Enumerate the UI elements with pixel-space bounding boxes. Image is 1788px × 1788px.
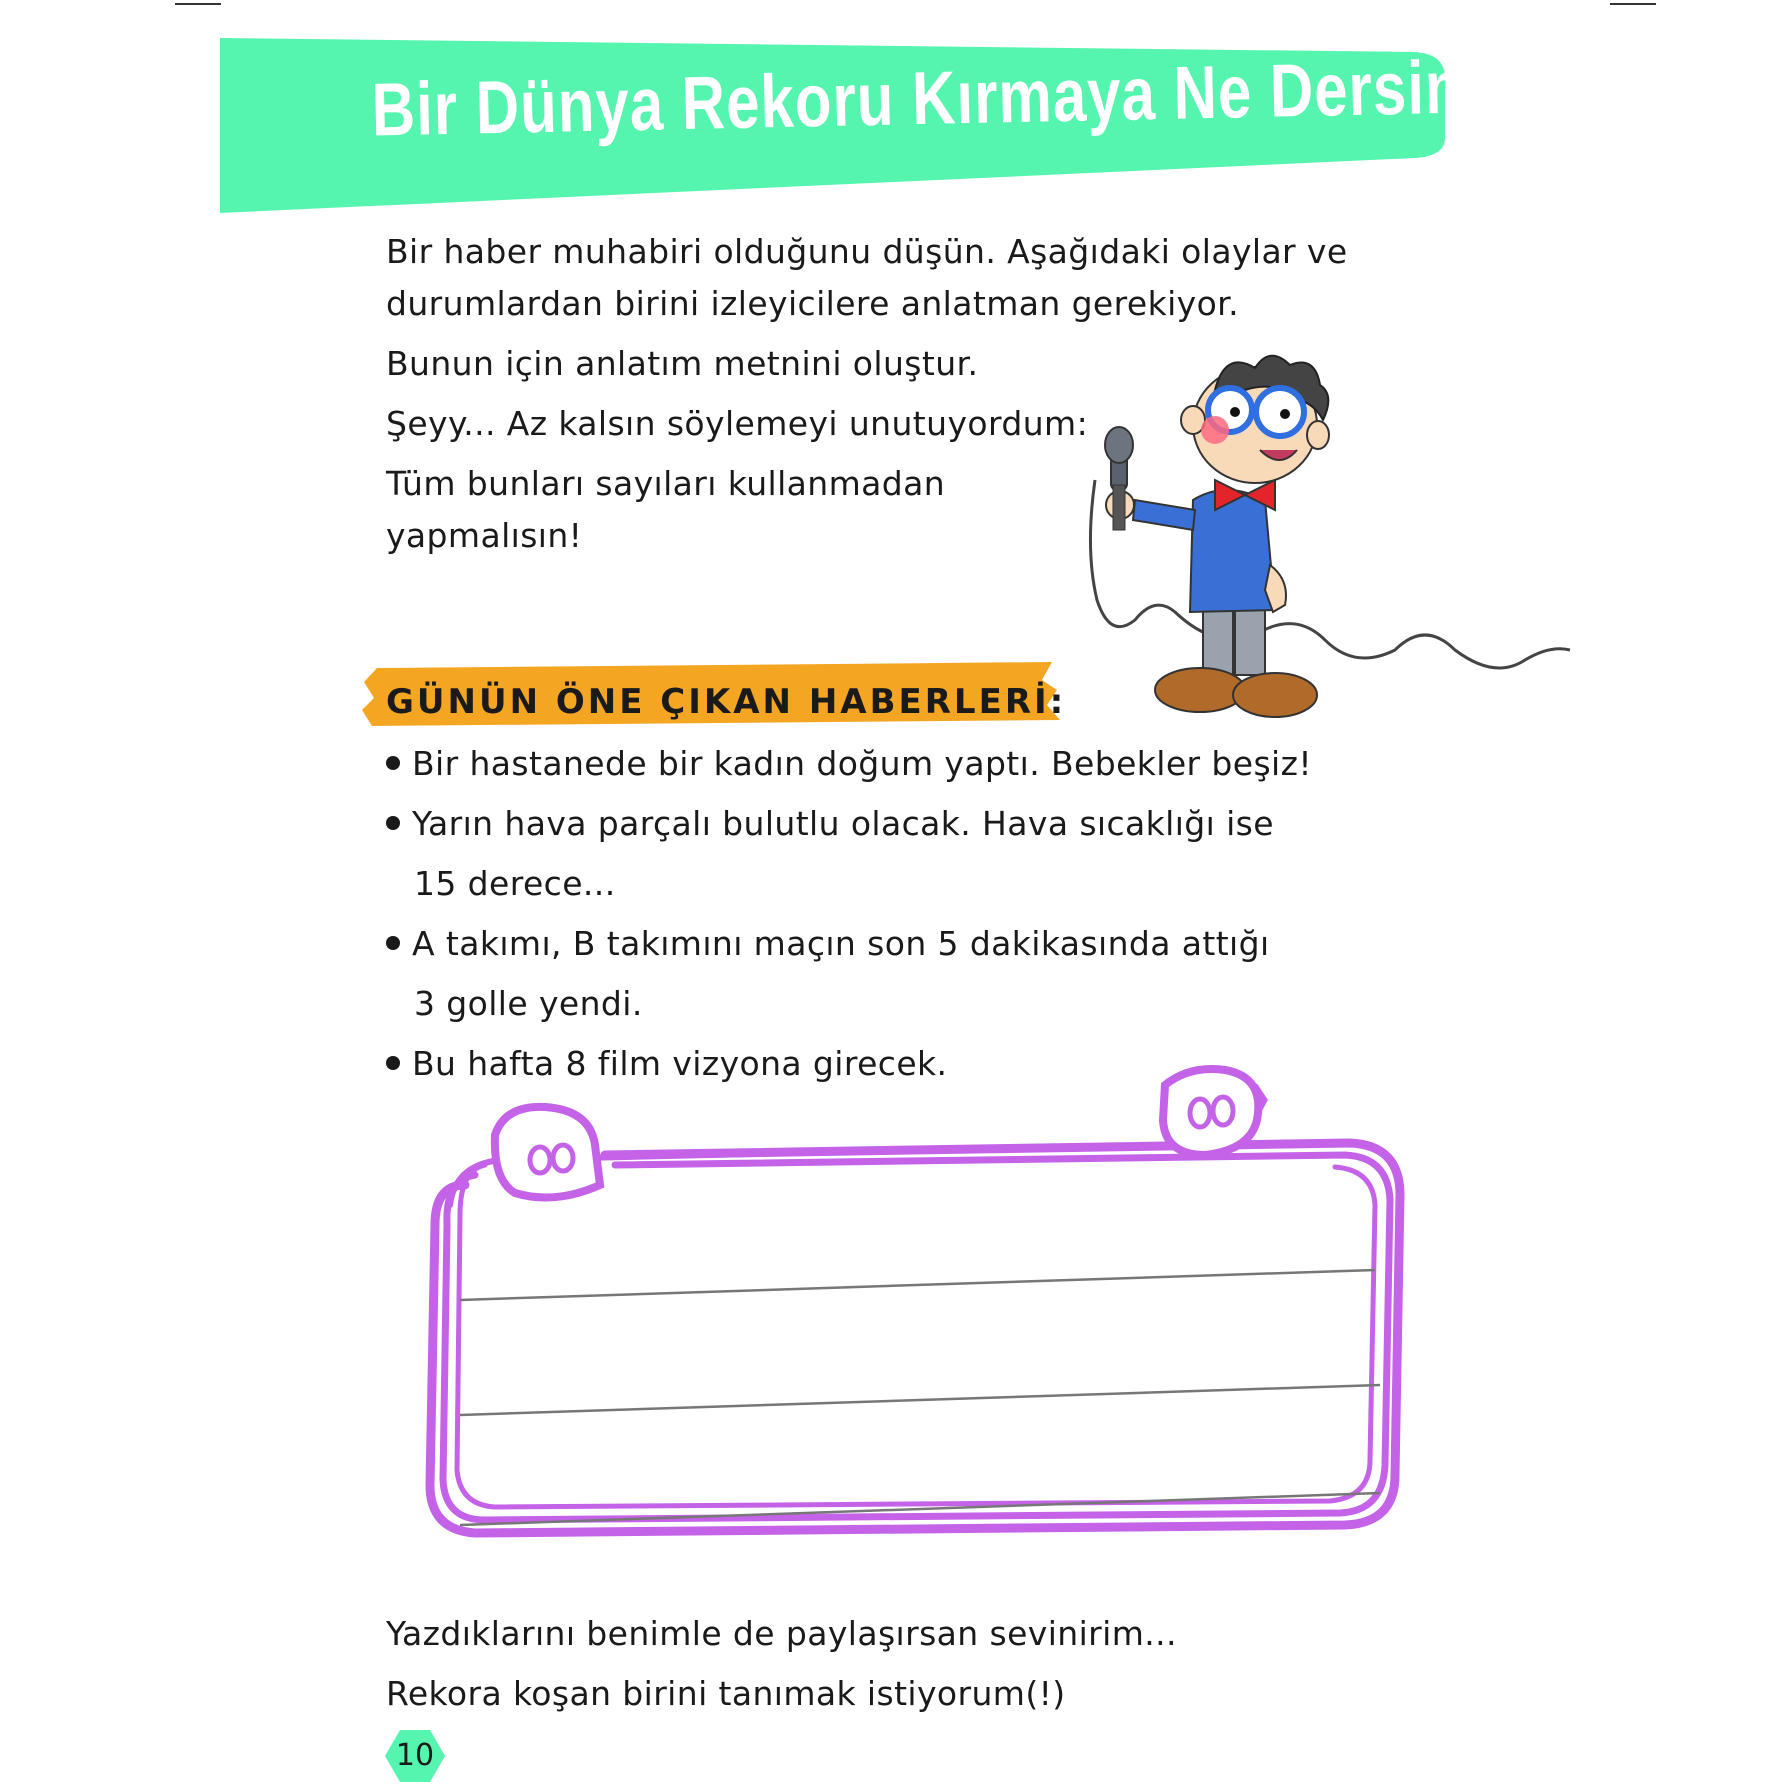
news-item-4: Bu hafta 8 film vizyona girecek. — [386, 1044, 947, 1084]
news-item-2-continuation: 15 derece... — [414, 864, 616, 903]
intro-line-1: Bir haber muhabiri olduğunu düşün. Aşağıdaki olaylar ve — [386, 232, 1348, 271]
intro-line-3: Bunun için anlatım metnini oluştur. — [386, 344, 979, 383]
eyes-tab-left-icon — [495, 1107, 600, 1198]
intro-line-4: Şeyy... Az kalsın söylemeyi unutuyordum: — [386, 404, 1089, 443]
page-title: Bir Dünya Rekoru Kırmaya Ne Dersin? — [370, 44, 1502, 152]
news-item-3-continuation: 3 golle yendi. — [414, 984, 643, 1023]
intro-line-6: yapmalısın! — [386, 516, 583, 555]
closing-line-2: Rekora koşan birini tanımak istiyorum(!) — [386, 1674, 1066, 1713]
bullet-icon — [386, 756, 400, 770]
news-item-3: A takımı, B takımını maçın son 5 dakikasında attığı — [386, 924, 1270, 964]
closing-line-1: Yazdıklarını benimle de paylaşırsan sevinirim... — [386, 1614, 1177, 1653]
crop-mark-left — [175, 3, 221, 5]
news-item-2: Yarın hava parçalı bulutlu olacak. Hava sıcaklığı ise — [386, 804, 1274, 844]
reporter-cartoon-illustration — [1075, 350, 1575, 740]
bullet-icon — [386, 816, 400, 830]
bullet-icon — [386, 1056, 400, 1070]
writing-area-frame[interactable] — [405, 1065, 1420, 1550]
intro-line-5: Tüm bunları sayıları kullanmadan — [386, 464, 946, 503]
bullet-icon — [386, 936, 400, 950]
crop-mark-right — [1610, 3, 1656, 5]
news-heading: GÜNÜN ÖNE ÇIKAN HABERLERİ: — [386, 682, 1067, 722]
intro-line-2: durumlardan birini izleyicilere anlatman gerekiyor. — [386, 284, 1240, 323]
page-number: 10 — [395, 1738, 435, 1773]
news-item-1: Bir hastanede bir kadın doğum yaptı. Bebekler beşiz! — [386, 744, 1312, 784]
